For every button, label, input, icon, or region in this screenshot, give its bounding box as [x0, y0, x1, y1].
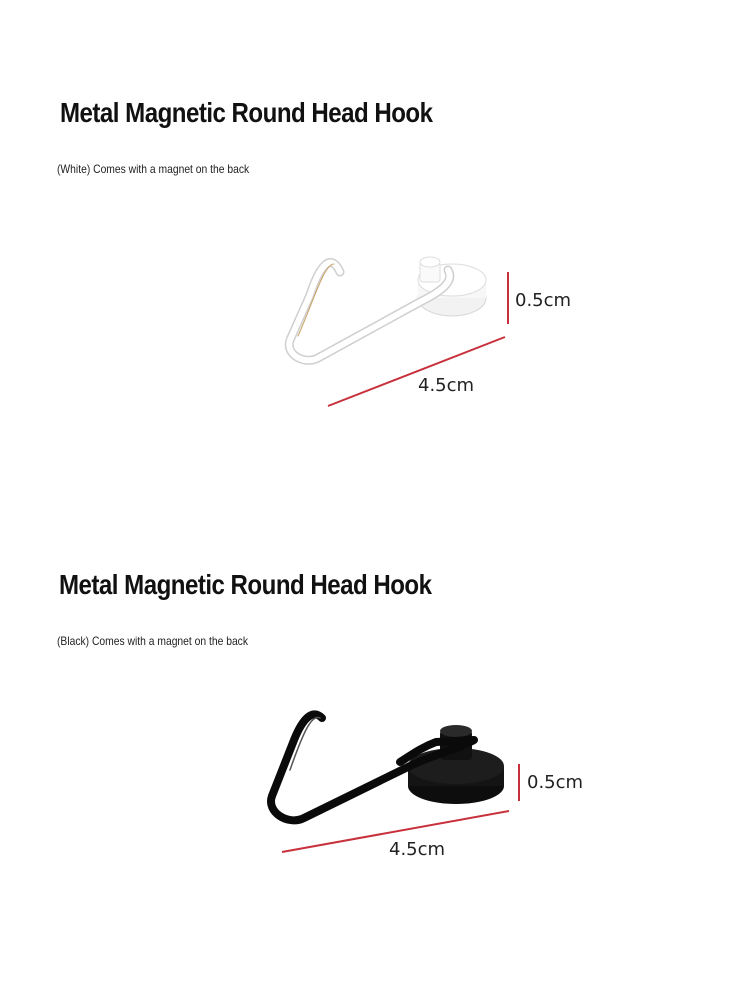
section-title: Metal Magnetic Round Head Hook — [60, 97, 433, 128]
section-title: Metal Magnetic Round Head Hook — [59, 569, 432, 600]
section-subtitle: (Black) Comes with a magnet on the back — [57, 634, 249, 648]
black-hook-image — [260, 700, 600, 870]
height-dimension-label: 0.5cm — [527, 772, 584, 793]
length-dimension-label: 4.5cm — [418, 375, 475, 396]
section-subtitle: (White) Comes with a magnet on the back — [57, 162, 250, 176]
height-dimension-label: 0.5cm — [515, 290, 572, 311]
length-dimension-label: 4.5cm — [389, 839, 446, 860]
